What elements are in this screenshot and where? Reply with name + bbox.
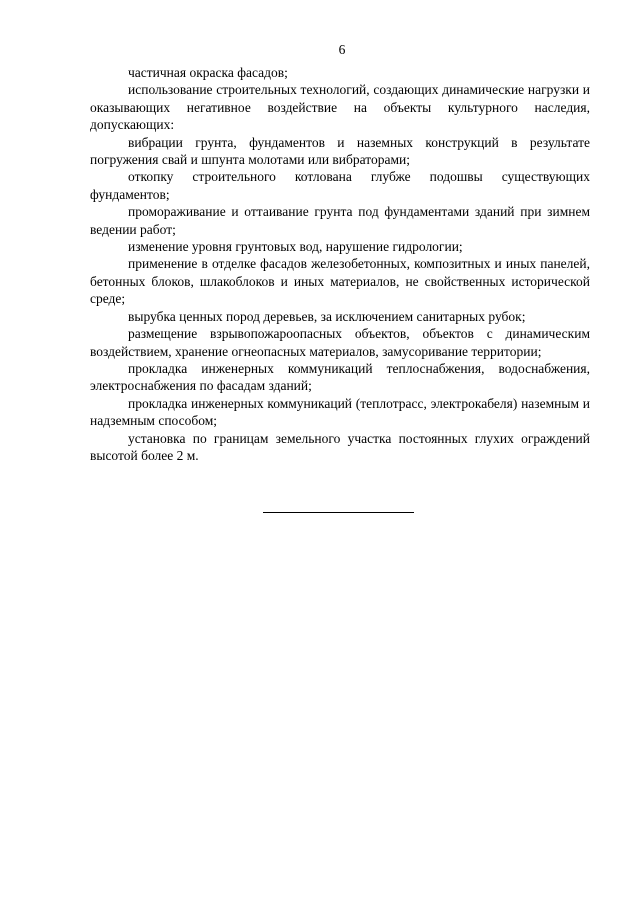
- paragraph-freezing-thawing: промораживание и оттаивание грунта под фундаментами зданий при зимнем ведении работ;: [90, 204, 590, 237]
- paragraph-utilities-ground: прокладка инженерных коммуникаций (теплотрасс, электрокабеля) наземным и надземным способом;: [90, 395, 590, 429]
- paragraph-fences: установка по границам земельного участка постоянных глухих ограждений высотой более 2 м.: [90, 430, 590, 463]
- paragraph-construction-technologies: использование строительных технологий, создающих динамические нагрузки и оказывающих негативное воздействие на объекты культурного наследия, допускающих:: [90, 82, 590, 133]
- paragraph-facade-materials: применение в отделке фасадов железобетонных, композитных и иных панелей, бетонных блоков, шлакоблоков и иных материалов, не свойственных исторической среде;: [90, 256, 590, 307]
- end-separator-line: [263, 512, 414, 513]
- paragraph-groundwater: изменение уровня грунтовых вод, нарушение гидрологии;: [128, 239, 463, 255]
- paragraph-excavation: откопку строительного котлована глубже подошвы существующих фундаментов;: [90, 169, 590, 202]
- paragraph-tree-cutting: вырубка ценных пород деревьев, за исключением санитарных рубок;: [128, 308, 526, 324]
- paragraph-facade-painting: частичная окраска фасадов;: [128, 65, 288, 80]
- paragraph-hazardous-objects: размещение взрывопожароопасных объектов, объектов с динамическим воздействием, хранение огнеопасных материалов, замусоривание территории;: [90, 326, 590, 359]
- document-body: [90, 64, 590, 464]
- page-number: 6: [338, 42, 346, 57]
- paragraph-ground-vibration: вибрации грунта, фундаментов и наземных конструкций в результате погружения свай и шпунта молотами или вибраторами;: [90, 134, 590, 168]
- paragraph-utilities-facades: прокладка инженерных коммуникаций теплоснабжения, водоснабжения, электроснабжения по фасадам зданий;: [90, 360, 590, 394]
